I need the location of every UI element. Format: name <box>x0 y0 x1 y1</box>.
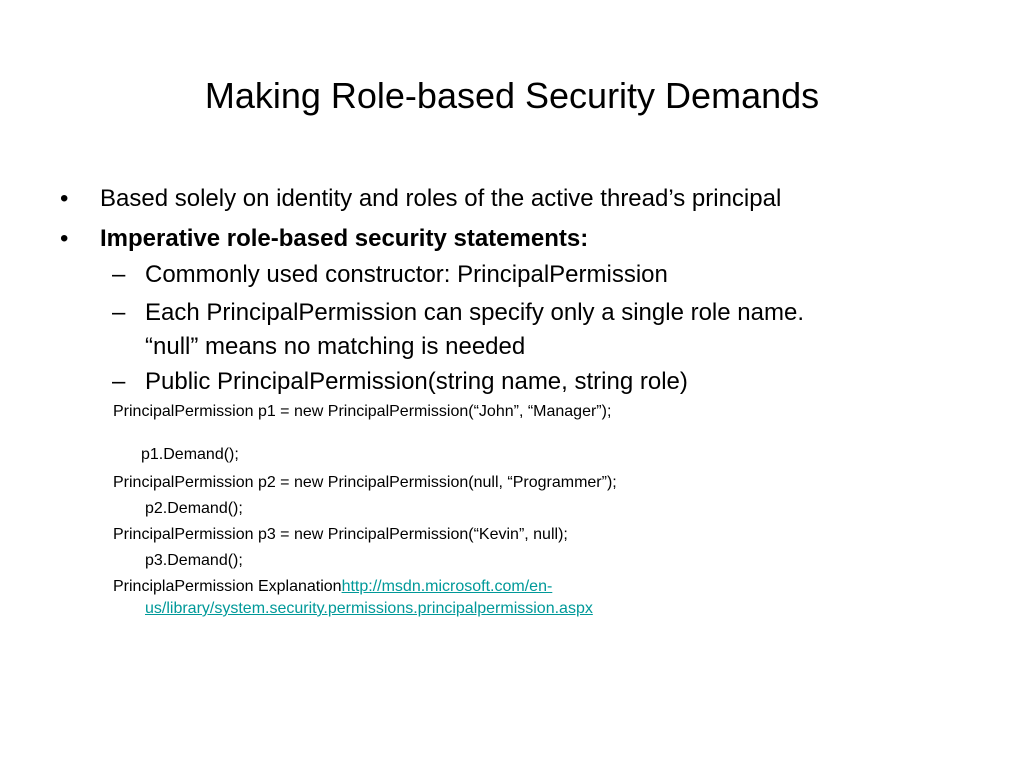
subbullet-marker: – <box>112 261 126 288</box>
subbullet-text-line2: “null” means no matching is needed <box>145 333 526 360</box>
subbullet-text: Public PrincipalPermission(string name, string role) <box>145 368 688 395</box>
explanation-label: PrinciplaPermission Explanation <box>113 578 342 595</box>
code-line-p3-declaration: PrincipalPermission p3 = new PrincipalPermission(“Kevin”, null); <box>113 526 568 543</box>
bullet-text: Imperative role-based security statements: <box>100 225 589 252</box>
bullet-item <box>60 184 782 214</box>
subbullet-marker: – <box>112 299 126 326</box>
subbullet-text: Commonly used constructor: PrincipalPermission <box>145 261 668 288</box>
subbullet-marker: – <box>112 368 126 395</box>
code-line-p1-demand: p1.Demand(); <box>141 446 239 463</box>
explanation-link-line2-container <box>145 597 593 621</box>
bullet-marker: • <box>60 185 69 212</box>
explanation-line <box>113 575 552 599</box>
explanation-link-part1[interactable]: http://msdn.microsoft.com/en- <box>341 578 553 595</box>
subbullet-item <box>112 258 668 292</box>
bullet-item <box>60 224 589 254</box>
bullet-marker: • <box>60 225 69 252</box>
bullet-text: Based solely on identity and roles of the active thread’s principal <box>100 185 782 212</box>
code-line-p3-demand: p3.Demand(); <box>145 552 243 569</box>
code-line-p2-demand: p2.Demand(); <box>145 500 243 517</box>
slide-title: Making Role-based Security Demands <box>204 75 820 116</box>
subbullet-item <box>112 296 804 364</box>
explanation-link-part2[interactable]: us/library/system.security.permissions.principalpermission.aspx <box>145 600 593 617</box>
code-line-p2-declaration: PrincipalPermission p2 = new PrincipalPermission(null, “Programmer”); <box>113 474 617 491</box>
code-line-p1-declaration: PrincipalPermission p1 = new PrincipalPermission(“John”, “Manager”); <box>113 403 612 420</box>
subbullet-item <box>112 365 688 399</box>
subbullet-text-line1: Each PrincipalPermission can specify only a single role name. <box>145 299 804 326</box>
